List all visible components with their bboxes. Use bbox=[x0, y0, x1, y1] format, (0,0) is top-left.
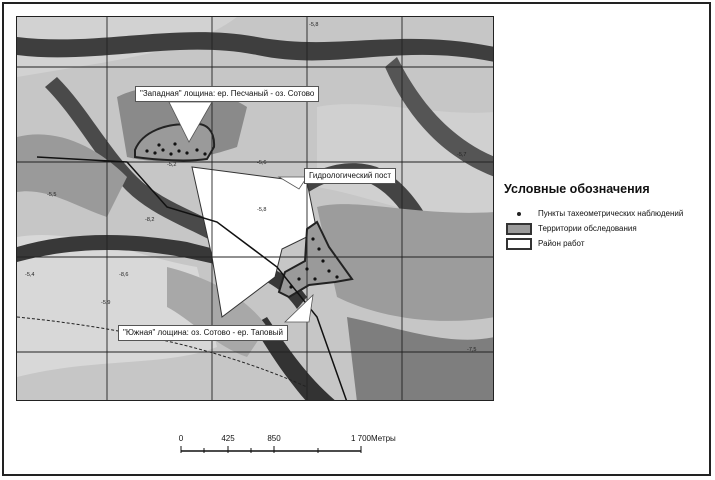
map-label: -5,8 bbox=[257, 207, 267, 213]
legend-title: Условные обозначения bbox=[504, 182, 650, 196]
map-legend bbox=[504, 182, 709, 251]
map-label: -5,7 bbox=[457, 152, 467, 158]
southern-hollow-callout: "Южная" лощина: оз. Сотово - ер. Таповый bbox=[118, 325, 288, 341]
legend-item-work-area bbox=[504, 236, 709, 251]
map-label: -5,9 bbox=[101, 300, 111, 306]
map-label: -8,6 bbox=[119, 272, 129, 278]
topographic-map bbox=[17, 17, 494, 401]
survey-area-swatch-icon bbox=[506, 223, 532, 235]
map-label: -5,5 bbox=[47, 192, 57, 198]
legend-item-label: Район работ bbox=[538, 239, 585, 248]
legend-item-survey-area bbox=[504, 221, 709, 236]
map-label: -5,4 bbox=[25, 272, 35, 278]
western-hollow-callout: "Западная" лощина: ер. Песчаный - оз. Сотово bbox=[135, 86, 319, 102]
map-label: -5,6 bbox=[257, 160, 267, 166]
scale-tick-label: 1 700 bbox=[350, 434, 372, 443]
map-panel[interactable] bbox=[16, 16, 494, 401]
scale-bar bbox=[176, 434, 416, 464]
map-frame bbox=[2, 2, 711, 476]
map-label: -5,8 bbox=[309, 22, 319, 28]
legend-item-label: Пункты тахеометрических наблюдений bbox=[538, 209, 684, 218]
scale-tick-label: 425 bbox=[221, 434, 235, 443]
point-marker-icon bbox=[506, 208, 532, 220]
legend-item-observation-points bbox=[504, 206, 709, 221]
map-label: -7,5 bbox=[467, 347, 477, 353]
scale-bar-ruler bbox=[176, 445, 416, 465]
scale-tick-label: 850 bbox=[267, 434, 281, 443]
work-area-swatch-icon bbox=[506, 238, 532, 250]
map-label: -8,2 bbox=[145, 217, 155, 223]
legend-item-label: Территории обследования bbox=[538, 224, 637, 233]
scale-tick-label: 0 bbox=[178, 434, 184, 443]
map-label: -5,2 bbox=[167, 162, 177, 168]
gauge-station-callout: Гидрологический пост bbox=[304, 168, 396, 184]
scale-unit-label: Метры bbox=[371, 434, 396, 443]
